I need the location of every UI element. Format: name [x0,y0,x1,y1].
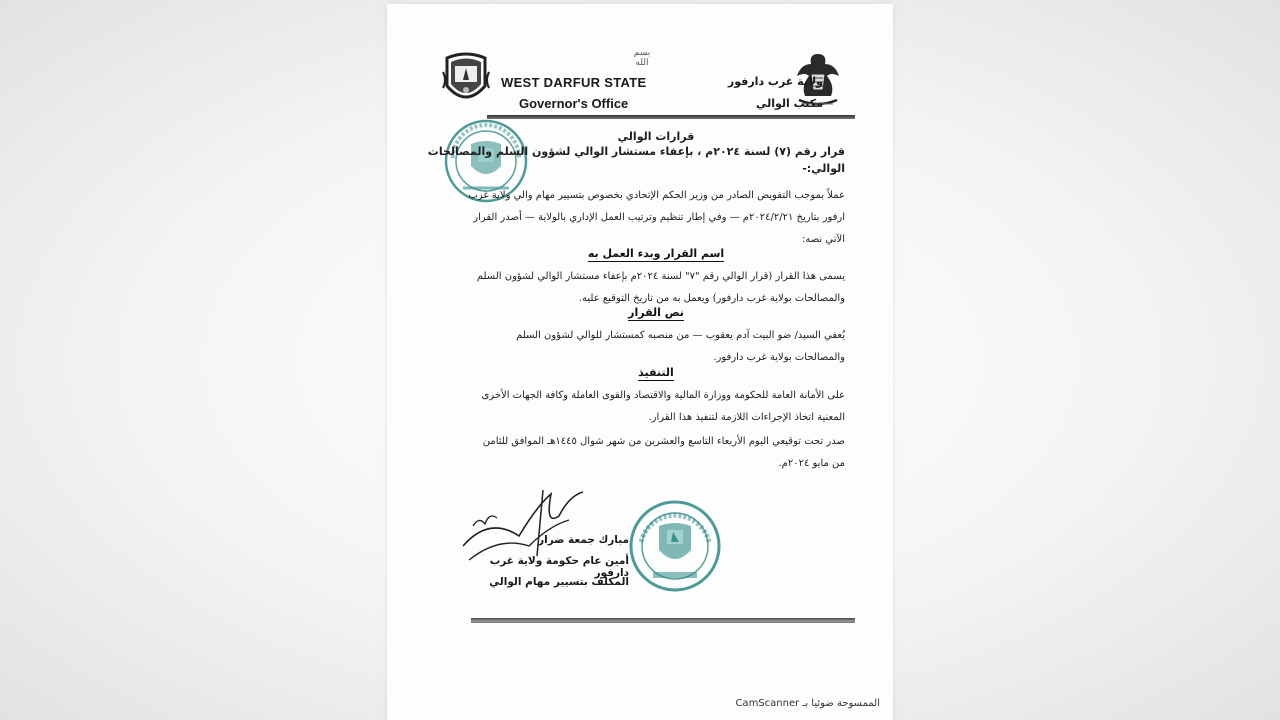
state-name-ar: ولاية غرب دارفور [727,75,823,88]
footer-divider [471,618,855,623]
decision-text-paragraph: يُعفي السيد/ ضو البيت آدم يعقوب — من منصبه كمستشار للوالي لشؤون السلم والمصالحات بولاية غرب دارفور. [516,330,845,363]
signer-name: مبارك جمعة ضرار [538,534,629,546]
name-paragraph: يسمى هذا القرار (قرار الوالي رقم "٧" لسنة ٢٠٢٤م بإعفاء مستشار الوالي لشؤون السلم والمصالحات بولاية غرب دارفور) ويعمل به من تاريخ التوقيع عليه. [476,271,845,304]
governor-label: الوالي:- [802,162,845,175]
section-2-heading: نص القرار [628,306,684,319]
issuance-paragraph: صدر تحت توقيعي اليوم الأربعاء التاسع والعشرين من شهر شوال ١٤٤٥هـ الموافق للثامن من مايو ٢٠٢٤م. [482,436,845,469]
section-3-heading: التنفيذ [638,366,674,379]
section-title-text [467,306,845,319]
preamble-paragraph: عملاً بموجب التفويض الصادر من وزير الحكم الإتحادي بخصوص بتسيير مهام والي ولاية غرب ارفور بتاريخ ٢٠٢٤/٢/٢١م — وفي إطار تنظيم وترتيب العمل الإداري بالولاية — أصدر القرار الآتي نصه: [468,190,845,245]
camscanner-watermark: الممسوحة ضوئيا بـ CamScanner [735,698,880,709]
section-title-execution [467,366,845,379]
section-1-heading: اسم القرار وبدء العمل به [587,247,725,260]
execution-paragraph: على الأمانة العامة للحكومة ووزارة المالية والاقتصاد والقوى العاملة وكافة الجهات الأخرى المعنية اتخاذ الإجراءات اللازمة لتنفيذ هذا القرار. [481,390,845,423]
header-divider [487,115,855,119]
office-name-ar: مكتب الوالي [756,97,823,110]
office-name-en: Governor's Office [519,96,629,111]
basmala-header: بسم الله [633,48,651,68]
section-title-name [467,247,845,260]
state-name-en: WEST DARFUR STATE [501,75,647,90]
signer-role: المكلف بتسيير مهام الوالي [489,576,629,588]
document-page [387,4,893,720]
decisions-title: قرارات الوالي [617,130,695,143]
decision-number-line: قرار رقم (٧) لسنة ٢٠٢٤م ، بإعفاء مستشار الوالي لشؤون السلم والمصالحات [427,145,845,158]
governor-office-stamp-icon [627,498,723,598]
signer-title: أمين عام حكومة ولاية غرب دارفور [489,555,629,579]
west-darfur-emblem-icon [441,50,491,108]
